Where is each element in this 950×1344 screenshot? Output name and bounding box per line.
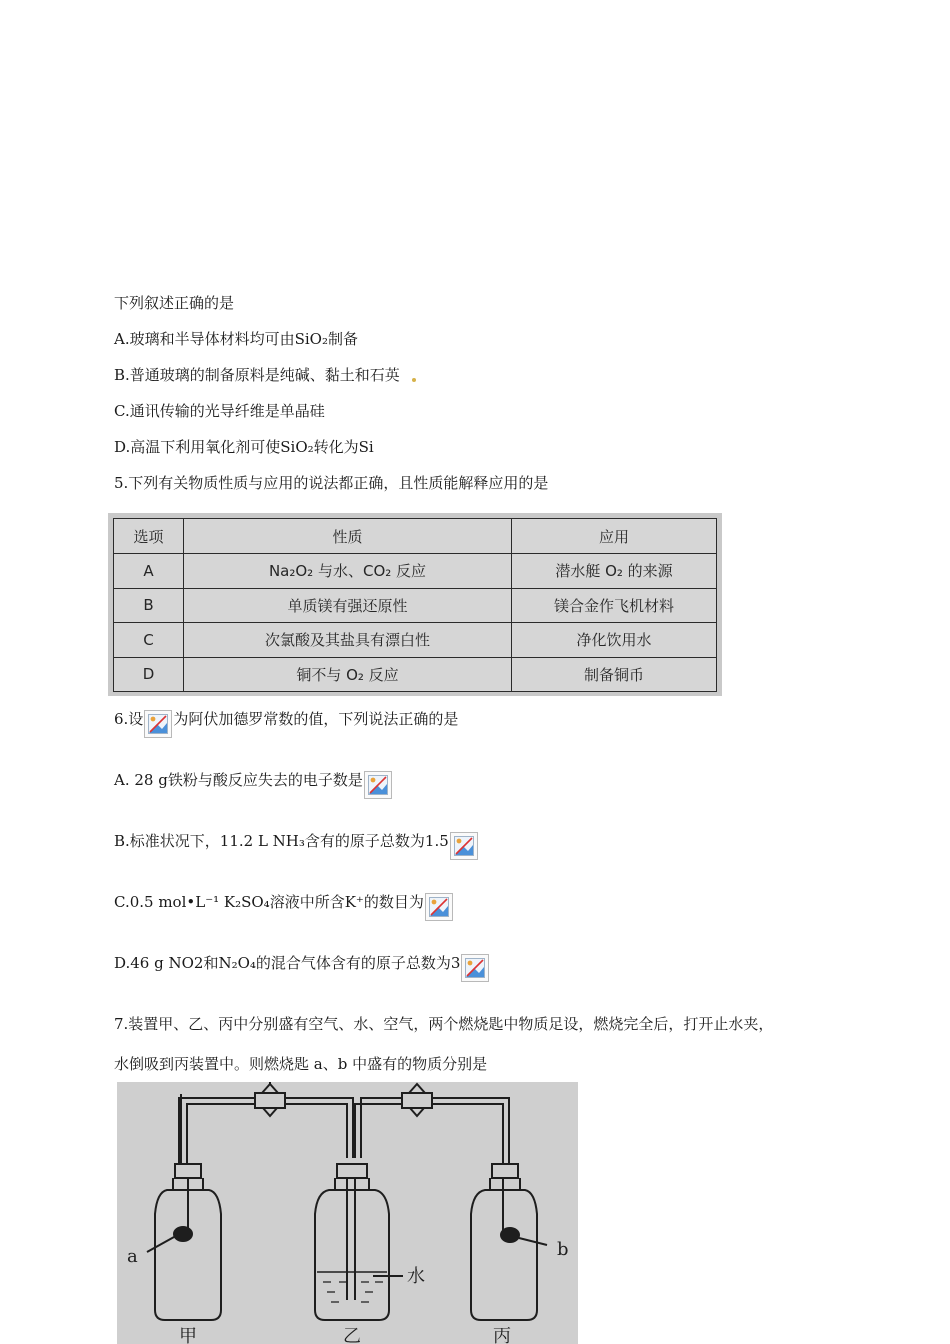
- q6-option-b-text: B.标准状况下，11.2 L NH₃含有的原子总数为1.5: [114, 832, 449, 850]
- broken-image-icon: [425, 893, 453, 921]
- label-jia: 甲: [179, 1326, 197, 1344]
- q6-option-c: [114, 892, 454, 921]
- label-yi: 乙: [343, 1326, 361, 1344]
- q6-stem: [114, 709, 458, 738]
- q5-stem: 5.下列有关物质性质与应用的说法都正确，且性质能解释应用的是: [114, 474, 549, 492]
- row-property: 次氯酸及其盐具有漂白性: [184, 623, 512, 658]
- stopper-left: [175, 1164, 201, 1178]
- ink-dot: [412, 378, 416, 382]
- broken-image-icon: [461, 954, 489, 982]
- apparatus-diagram: [117, 1082, 578, 1344]
- label-a: a: [127, 1246, 138, 1267]
- q7-stem-line2: 水倒吸到丙装置中。则燃烧匙 a、b 中盛有的物质分别是: [114, 1055, 488, 1073]
- spoon-b: [501, 1228, 519, 1242]
- row-option: D: [114, 657, 184, 692]
- stopper-middle: [337, 1164, 367, 1178]
- stopper-right: [492, 1164, 518, 1178]
- q6-option-c-text: C.0.5 mol•L⁻¹ K₂SO₄溶液中所含K⁺的数目为: [114, 893, 424, 911]
- header-use: 应用: [512, 519, 717, 554]
- table-header-row: [114, 519, 717, 554]
- header-property: 性质: [184, 519, 512, 554]
- label-water: 水: [407, 1266, 425, 1287]
- table-row: [114, 554, 717, 589]
- q6-option-d-text: D.46 g NO2和N₂O₄的混合气体含有的原子总数为3: [114, 954, 461, 972]
- q6-stem-after: 为阿伏加德罗常数的值，下列说法正确的是: [173, 710, 459, 728]
- row-option: B: [114, 588, 184, 623]
- q4-option-b: B.普通玻璃的制备原料是纯碱、黏土和石英: [114, 366, 400, 384]
- q7-stem-line1: 7.装置甲、乙、丙中分别盛有空气、水、空气，两个燃烧匙中物质足设，燃烧完全后，打开止水夹，: [114, 1015, 774, 1033]
- broken-image-icon: [364, 771, 392, 799]
- row-option: C: [114, 623, 184, 658]
- q5-table: [113, 518, 717, 692]
- q6-stem-before: 6.设: [114, 710, 144, 728]
- row-use: 净化饮用水: [512, 623, 717, 658]
- table-row: [114, 623, 717, 658]
- row-option: A: [114, 554, 184, 589]
- bottle-yi: [315, 1190, 389, 1320]
- q4-option-c: C.通讯传输的光导纤维是单晶硅: [114, 402, 325, 420]
- table-row: [114, 588, 717, 623]
- q6-option-a: [114, 770, 393, 799]
- broken-image-icon: [450, 832, 478, 860]
- q4-option-a: A.玻璃和半导体材料均可由SiO₂制备: [114, 330, 358, 348]
- header-option: 选项: [114, 519, 184, 554]
- q4-option-d: D.高温下利用氧化剂可使SiO₂转化为Si: [114, 438, 374, 456]
- tube-right: [355, 1104, 503, 1177]
- tube-left: [187, 1104, 347, 1177]
- label-bing: 丙: [493, 1326, 511, 1344]
- label-b: b: [557, 1239, 569, 1260]
- tube-right-outer: [361, 1098, 509, 1177]
- row-use: 制备铜币: [512, 657, 717, 692]
- q6-option-d: [114, 953, 490, 982]
- spoon-a: [174, 1227, 192, 1241]
- broken-image-icon: [144, 710, 172, 738]
- row-use: 镁合金作飞机材料: [512, 588, 717, 623]
- row-property: 铜不与 O₂ 反应: [184, 657, 512, 692]
- row-use: 潜水艇 O₂ 的来源: [512, 554, 717, 589]
- table-row: [114, 657, 717, 692]
- q5-table-image: [108, 513, 722, 696]
- tube-left-outer: [179, 1098, 353, 1177]
- row-property: 单质镁有强还原性: [184, 588, 512, 623]
- q4-stem: 下列叙述正确的是: [114, 294, 235, 312]
- q6-option-b: [114, 831, 479, 860]
- clamp-left: [255, 1093, 285, 1108]
- clamp-right: [402, 1093, 432, 1108]
- q7-apparatus-figure: [117, 1082, 578, 1344]
- q6-option-a-text: A. 28 g铁粉与酸反应失去的电子数是: [114, 771, 363, 789]
- row-property: Na₂O₂ 与水、CO₂ 反应: [184, 554, 512, 589]
